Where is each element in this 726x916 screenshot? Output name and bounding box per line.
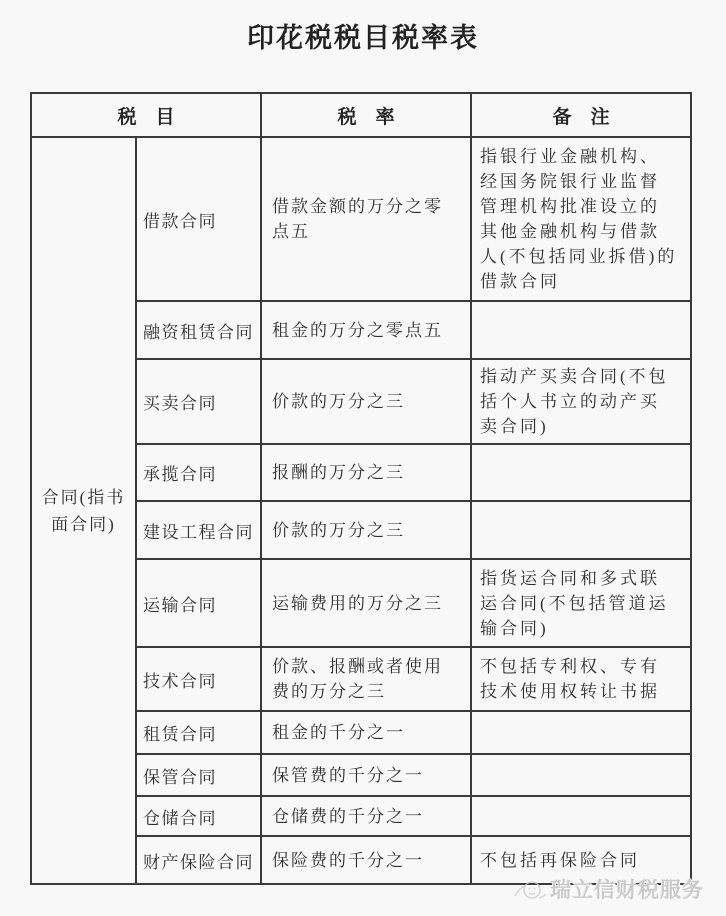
item-cell: 承揽合同 <box>136 444 261 501</box>
item-cell: 租赁合同 <box>136 711 261 754</box>
item-cell: 融资租赁合同 <box>136 301 261 359</box>
header-row <box>31 93 691 137</box>
item-cell: 技术合同 <box>136 647 261 711</box>
item-cell: 运输合同 <box>136 559 261 647</box>
rate-cell: 运输费用的万分之三 <box>261 559 471 647</box>
item-cell: 买卖合同 <box>136 359 261 444</box>
note-cell <box>471 754 691 796</box>
note-cell: 不包括专利权、专有技术使用权转让书据 <box>471 647 691 711</box>
note-cell <box>471 301 691 359</box>
note-cell <box>471 501 691 559</box>
note-cell <box>471 796 691 836</box>
rate-cell: 租金的万分之零点五 <box>261 301 471 359</box>
header-tax-rate: 税 率 <box>261 93 471 137</box>
watermark-text: 瑞立信财税服务 <box>550 878 704 902</box>
note-cell: 不包括再保险合同 <box>471 836 691 884</box>
item-cell: 建设工程合同 <box>136 501 261 559</box>
note-cell: 指动产买卖合同(不包括个人书立的动产买卖合同) <box>471 359 691 444</box>
item-cell: 保管合同 <box>136 754 261 796</box>
page-title: 印花税税目税率表 <box>247 23 479 53</box>
note-cell: 指银行业金融机构、经国务院银行业监督管理机构批准设立的其他金融机构与借款人(不包括同业拆借)的借款合同 <box>471 137 691 301</box>
item-cell: 仓储合同 <box>136 796 261 836</box>
item-cell: 财产保险合同 <box>136 836 261 884</box>
note-cell <box>471 711 691 754</box>
rate-cell: 租金的千分之一 <box>261 711 471 754</box>
rate-cell: 借款金额的万分之零点五 <box>261 137 471 301</box>
note-cell: 指货运合同和多式联运合同(不包括管道运输合同) <box>471 559 691 647</box>
rate-cell: 报酬的万分之三 <box>261 444 471 501</box>
header-tax-item: 税 目 <box>31 93 261 137</box>
item-cell: 借款合同 <box>136 137 261 301</box>
watermark-logo-icon <box>513 876 547 902</box>
table-row <box>31 137 691 301</box>
rate-cell: 价款的万分之三 <box>261 359 471 444</box>
rate-cell: 仓储费的千分之一 <box>261 796 471 836</box>
rate-cell: 保管费的千分之一 <box>261 754 471 796</box>
category-cell: 合同(指书面合同) <box>31 137 136 884</box>
note-cell <box>471 444 691 501</box>
header-note: 备 注 <box>471 93 691 137</box>
rate-cell: 价款的万分之三 <box>261 501 471 559</box>
tax-rate-table <box>30 92 692 885</box>
rate-cell: 保险费的千分之一 <box>261 836 471 884</box>
rate-cell: 价款、报酬或者使用费的万分之三 <box>261 647 471 711</box>
